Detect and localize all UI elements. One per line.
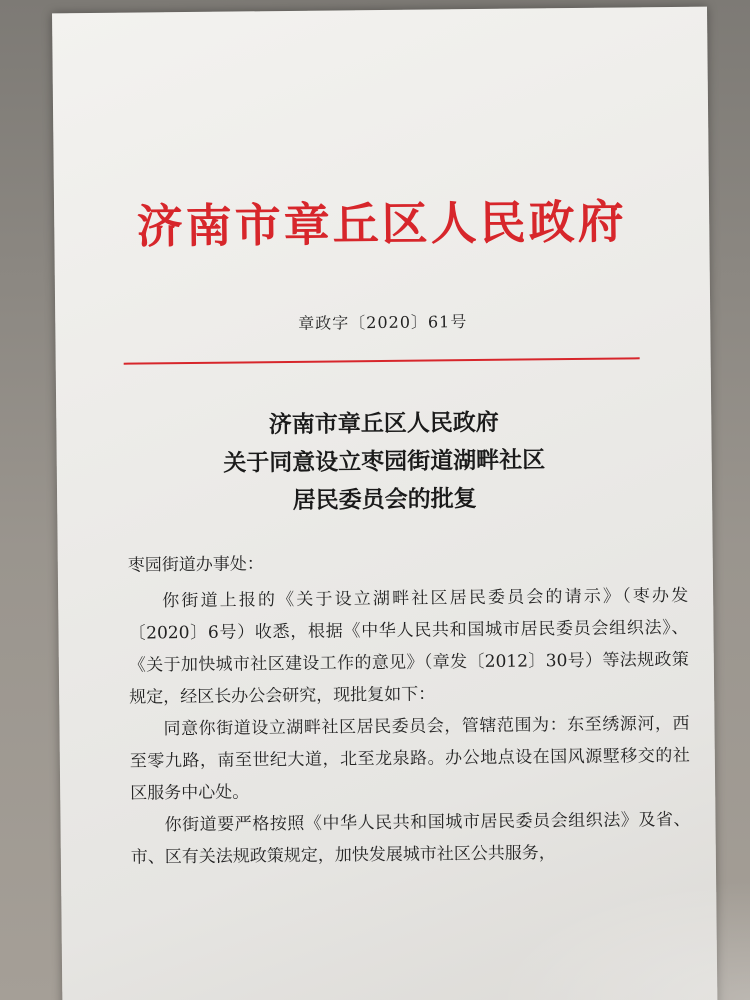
subject-line-1: 济南市章丘区人民政府: [268, 408, 499, 439]
body-paragraph: 同意你街道设立湖畔社区居民委员会，管辖范围为：东至绣源河，西至零九路，南至世纪大道，北至龙泉路。办公地点设在国风源墅移交的社区服务中心处。: [129, 713, 690, 804]
subject-line-2: 关于同意设立枣园街道湖畔社区: [223, 446, 546, 477]
body-paragraph: 你街道要严格按照《中华人民共和国城市居民委员会组织法》及省、市、区有关法规政策规定，加快发展城市社区公共服务，: [130, 809, 691, 868]
document-sheet: [52, 7, 717, 1000]
subject-line-3: 居民委员会的批复: [292, 485, 477, 514]
official-document: [52, 7, 717, 1000]
body-paragraph: 你街道上报的《关于设立湖畔社区居民委员会的请示》（枣办发〔2020〕6号）收悉，根据《中华人民共和国城市居民委员会组织法》、《关于加快城市社区建设工作的意见》（章发〔2012〕30号）等法规政策规定，经区长办公会研究，现批复如下：: [128, 585, 689, 708]
document-body: [128, 580, 691, 874]
salutation: 枣园街道办事处：: [127, 554, 264, 576]
document-number: 章政字〔2020〕61号: [298, 312, 468, 333]
red-divider-rule: [124, 357, 640, 364]
document-subject: [56, 402, 712, 523]
issuing-authority-header: 济南市章丘区人民政府: [136, 194, 628, 254]
